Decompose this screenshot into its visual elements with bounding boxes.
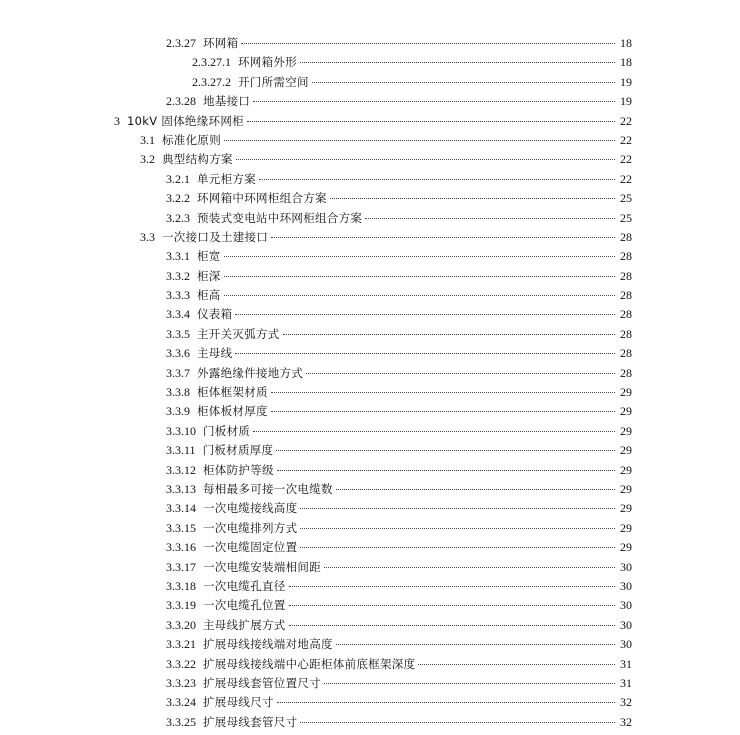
toc-entry-page-number: 30 xyxy=(620,617,632,632)
toc-entry-line xyxy=(166,247,632,266)
toc-entry-line xyxy=(166,596,632,615)
toc-entry-title: 扩展母线套管位置尺寸 xyxy=(203,675,321,690)
toc-entry[interactable] xyxy=(0,53,740,72)
toc-entry-title: 主开关灭弧方式 xyxy=(197,326,280,341)
toc-entry-page-number: 18 xyxy=(620,36,632,50)
toc-dot-leader xyxy=(300,528,615,529)
toc-entry-line xyxy=(166,577,632,596)
toc-entry-page-number: 32 xyxy=(620,695,632,710)
toc-dot-leader xyxy=(283,334,615,335)
toc-entry-page-number: 30 xyxy=(620,559,632,574)
toc-entry-number: 3.3.20 xyxy=(166,617,196,632)
toc-dot-leader xyxy=(224,256,615,257)
toc-entry-line xyxy=(166,441,632,460)
toc-entry-line xyxy=(166,693,632,712)
toc-entry[interactable] xyxy=(0,441,740,460)
toc-entry-page-number: 29 xyxy=(620,520,632,535)
toc-entry-line xyxy=(166,344,632,363)
toc-entry-number: 3 xyxy=(114,113,120,128)
toc-dot-leader xyxy=(259,179,615,180)
toc-entry-page-number: 29 xyxy=(620,501,632,516)
toc-entry-title: 一次接口及土建接口 xyxy=(162,229,269,244)
toc-entry-line xyxy=(166,538,632,557)
toc-dot-leader xyxy=(300,508,615,509)
toc-dot-leader xyxy=(271,392,615,393)
toc-entry-number: 3.3.22 xyxy=(166,656,196,671)
toc-dot-leader xyxy=(224,140,615,141)
toc-entry-line xyxy=(192,53,632,72)
toc-dot-leader xyxy=(289,586,615,587)
toc-entry[interactable] xyxy=(0,674,740,693)
toc-entry-line xyxy=(166,305,632,324)
toc-entry-page-number: 22 xyxy=(620,171,632,186)
toc-entry-number: 3.3.8 xyxy=(166,385,190,400)
toc-entry-number: 3.3.1 xyxy=(166,249,190,264)
toc-entry-number: 3.3.23 xyxy=(166,675,196,690)
toc-entry-number: 3.3.3 xyxy=(166,288,190,303)
toc-entry-line xyxy=(166,170,632,189)
toc-entry-page-number: 30 xyxy=(620,578,632,593)
toc-dot-leader xyxy=(224,276,615,277)
toc-entry[interactable] xyxy=(0,73,740,92)
toc-dot-leader xyxy=(418,664,615,665)
toc-entry[interactable] xyxy=(0,364,740,383)
toc-entry[interactable] xyxy=(0,461,740,480)
toc-entry-number: 3.3.6 xyxy=(166,346,190,361)
toc-entry-line xyxy=(166,383,632,402)
toc-entry-page-number: 28 xyxy=(620,288,632,303)
toc-dot-leader xyxy=(271,411,615,412)
toc-entry[interactable] xyxy=(0,189,740,208)
toc-entry-line xyxy=(166,461,632,480)
toc-entry[interactable] xyxy=(0,247,740,266)
toc-dot-leader xyxy=(224,295,615,296)
toc-entry-line xyxy=(166,286,632,305)
toc-entry-title: 扩展母线接线端对地高度 xyxy=(203,637,333,652)
toc-entry[interactable] xyxy=(0,713,740,732)
toc-dot-leader xyxy=(324,567,615,568)
toc-entry-line xyxy=(166,635,632,654)
toc-entry-line xyxy=(166,480,632,499)
toc-entry-page-number: 28 xyxy=(620,307,632,322)
toc-entry[interactable] xyxy=(0,538,740,557)
toc-entry-line xyxy=(140,131,632,150)
toc-entry-number: 3.3.2 xyxy=(166,268,190,283)
toc-entry-title: 柜体框架材质 xyxy=(197,385,268,400)
toc-dot-leader xyxy=(324,683,615,684)
toc-entry-page-number: 28 xyxy=(620,326,632,341)
toc-entry-title: 一次电缆孔直径 xyxy=(203,578,286,593)
toc-dot-leader xyxy=(236,159,615,160)
toc-entry-page-number: 29 xyxy=(620,385,632,400)
toc-entry[interactable] xyxy=(0,383,740,402)
toc-entry-page-number: 22 xyxy=(620,113,632,128)
toc-entry-line xyxy=(166,92,632,111)
toc-entry-page-number: 25 xyxy=(620,191,632,206)
toc-dot-leader xyxy=(300,62,615,63)
toc-entry-line xyxy=(166,267,632,286)
toc-entry-line xyxy=(166,713,632,732)
toc-entry[interactable] xyxy=(0,170,740,189)
toc-entry-page-number: 29 xyxy=(620,404,632,419)
toc-entry-page-number: 29 xyxy=(620,540,632,555)
toc-entry-title: 扩展母线套管尺寸 xyxy=(203,714,298,729)
toc-dot-leader xyxy=(271,237,615,238)
toc-entry-page-number: 29 xyxy=(620,443,632,458)
toc-dot-leader xyxy=(330,198,615,199)
toc-entry-number: 3.3.11 xyxy=(166,443,196,458)
toc-entry-title: 门板材质 xyxy=(203,423,251,438)
toc-entry-number: 2.3.27.1 xyxy=(192,55,231,70)
toc-entry[interactable] xyxy=(0,131,740,150)
toc-entry-number: 3.3.21 xyxy=(166,637,196,652)
toc-entry-page-number: 28 xyxy=(620,346,632,361)
toc-entry[interactable] xyxy=(0,209,740,228)
toc-entry-number: 3.3.15 xyxy=(166,520,196,535)
toc-dot-leader xyxy=(253,101,615,102)
toc-dot-leader xyxy=(235,314,615,315)
toc-entry-title: 标准化原则 xyxy=(162,132,221,147)
toc-entry[interactable] xyxy=(0,344,740,363)
toc-entry-page-number: 31 xyxy=(620,675,632,690)
toc-entry-title: 一次电缆排列方式 xyxy=(203,520,298,535)
toc-entry-number: 2.3.27.2 xyxy=(192,74,231,89)
toc-entry-number: 3.3.25 xyxy=(166,714,196,729)
toc-entry[interactable] xyxy=(0,519,740,538)
toc-entry-line xyxy=(114,112,632,131)
toc-entry-line xyxy=(166,655,632,674)
toc-entry-number: 3.3.5 xyxy=(166,326,190,341)
toc-entry-number: 3.3.12 xyxy=(166,462,196,477)
toc-dot-leader xyxy=(365,218,615,219)
toc-entry-line xyxy=(192,73,632,92)
toc-entry-line xyxy=(166,325,632,344)
toc-entry[interactable] xyxy=(0,655,740,674)
toc-entry-line xyxy=(166,558,632,577)
toc-entry-title: 环网箱外形 xyxy=(238,55,297,70)
toc-entry-number: 3.3.19 xyxy=(166,598,196,613)
toc-entry-page-number: 32 xyxy=(620,714,632,729)
toc-dot-leader xyxy=(306,373,615,374)
toc-entry-title: 预装式变电站中环网柜组合方案 xyxy=(197,210,363,225)
toc-entry[interactable] xyxy=(0,596,740,615)
toc-entry-number: 3.2.3 xyxy=(166,210,190,225)
toc-entry-number: 3.3.24 xyxy=(166,695,196,710)
toc-entry-line xyxy=(166,674,632,693)
toc-entry[interactable] xyxy=(0,325,740,344)
toc-entry-title: 柜高 xyxy=(197,288,221,303)
toc-dot-leader xyxy=(289,605,615,606)
toc-entry-number: 3.3.17 xyxy=(166,559,196,574)
toc-entry-title: 柜深 xyxy=(197,268,221,283)
toc-entry-title: 一次电缆安装端相间距 xyxy=(203,559,321,574)
toc-entry[interactable] xyxy=(0,92,740,111)
toc-entry-page-number: 22 xyxy=(620,152,632,167)
toc-entry-title: 每相最多可接一次电缆数 xyxy=(203,481,333,496)
toc-entry-number: 3.3.10 xyxy=(166,423,196,438)
toc-entry-title: 一次电缆固定位置 xyxy=(203,540,298,555)
toc-entry[interactable] xyxy=(0,305,740,324)
toc-entry-title: 环网箱 xyxy=(203,36,239,50)
toc-entry-title: 单元柜方案 xyxy=(197,171,256,186)
toc-entry[interactable] xyxy=(0,402,740,421)
toc-entry[interactable] xyxy=(0,577,740,596)
toc-entry-page-number: 28 xyxy=(620,268,632,283)
toc-entry-number: 3.2.2 xyxy=(166,191,190,206)
toc-entry[interactable] xyxy=(0,635,740,654)
toc-dot-leader xyxy=(247,121,615,122)
toc-entry-title: 一次电缆接线高度 xyxy=(203,501,298,516)
toc-dot-leader xyxy=(277,702,615,703)
toc-entry[interactable] xyxy=(0,112,740,131)
toc-entry-number: 3.2 xyxy=(140,152,155,167)
toc-entry-page-number: 19 xyxy=(620,74,632,89)
toc-entry-line xyxy=(166,499,632,518)
toc-dot-leader xyxy=(300,547,615,548)
toc-entry-number: 3.3.18 xyxy=(166,578,196,593)
toc-entry-page-number: 31 xyxy=(620,656,632,671)
toc-entry-number: 3.3 xyxy=(140,229,155,244)
toc-entry-line xyxy=(166,616,632,635)
toc-entry[interactable] xyxy=(0,558,740,577)
toc-entry-number: 3.3.7 xyxy=(166,365,190,380)
toc-entry-title: 10kV 固体绝缘环网柜 xyxy=(127,113,244,128)
toc-entry-number: 2.3.27 xyxy=(166,36,196,50)
toc-entry-title: 地基接口 xyxy=(203,94,251,109)
toc-entry-title: 柜体板材厚度 xyxy=(197,404,268,419)
toc-entry-line xyxy=(166,189,632,208)
toc-entry[interactable] xyxy=(0,499,740,518)
toc-dot-leader xyxy=(277,470,615,471)
toc-entry-line xyxy=(166,422,632,441)
toc-entry-page-number: 18 xyxy=(620,55,632,70)
toc-entry[interactable] xyxy=(0,616,740,635)
toc-entry-page-number: 22 xyxy=(620,132,632,147)
toc-entry-page-number: 29 xyxy=(620,481,632,496)
toc-entry[interactable] xyxy=(0,286,740,305)
toc-entry[interactable] xyxy=(0,422,740,441)
toc-dot-leader xyxy=(276,450,615,451)
toc-entry[interactable] xyxy=(0,150,740,169)
toc-entry-number: 2.3.28 xyxy=(166,94,196,109)
toc-entry[interactable] xyxy=(0,228,740,247)
toc-entry-number: 3.1 xyxy=(140,132,155,147)
toc-entry-title: 典型结构方案 xyxy=(162,152,233,167)
toc-entry-title: 门板材质厚度 xyxy=(202,443,274,458)
toc-entry-line xyxy=(166,402,632,421)
toc-entry-number: 3.3.9 xyxy=(166,404,190,419)
table-of-contents xyxy=(0,34,740,732)
toc-entry[interactable] xyxy=(0,480,740,499)
toc-entry-title: 柜宽 xyxy=(197,249,221,264)
toc-entry-line xyxy=(140,228,632,247)
toc-dot-leader xyxy=(336,644,615,645)
toc-entry-number: 3.3.16 xyxy=(166,540,196,555)
toc-entry-title: 仪表箱 xyxy=(197,307,233,322)
toc-dot-leader xyxy=(336,489,615,490)
toc-entry-title: 扩展母线接线端中心距柜体前底框架深度 xyxy=(203,656,416,671)
toc-entry-page-number: 29 xyxy=(620,462,632,477)
toc-entry-title: 开门所需空间 xyxy=(238,74,309,89)
toc-entry-title: 一次电缆孔位置 xyxy=(203,598,286,613)
toc-entry-title: 主母线 xyxy=(197,346,233,361)
toc-entry-page-number: 19 xyxy=(620,94,632,109)
toc-entry-line xyxy=(166,364,632,383)
toc-dot-leader xyxy=(312,82,615,83)
toc-entry-page-number: 28 xyxy=(620,365,632,380)
toc-entry[interactable] xyxy=(0,34,740,53)
toc-entry-line xyxy=(166,209,632,228)
toc-entry-title: 柜体防护等级 xyxy=(203,462,274,477)
toc-entry-line xyxy=(140,150,632,169)
toc-entry-number: 3.3.14 xyxy=(166,501,196,516)
toc-entry-number: 3.3.13 xyxy=(166,481,196,496)
toc-dot-leader xyxy=(235,353,615,354)
toc-entry-number: 3.3.4 xyxy=(166,307,190,322)
toc-entry-page-number: 30 xyxy=(620,598,632,613)
toc-entry-page-number: 28 xyxy=(620,249,632,264)
toc-entry-line xyxy=(166,519,632,538)
toc-entry-page-number: 30 xyxy=(620,637,632,652)
toc-dot-leader xyxy=(289,625,615,626)
toc-entry-page-number: 28 xyxy=(620,229,632,244)
toc-entry-title: 外露绝缘件接地方式 xyxy=(197,365,304,380)
toc-entry-page-number: 25 xyxy=(620,210,632,225)
toc-dot-leader xyxy=(300,722,615,723)
toc-entry-number: 3.2.1 xyxy=(166,171,190,186)
toc-entry[interactable] xyxy=(0,267,740,286)
toc-entry-title: 主母线扩展方式 xyxy=(203,617,286,632)
toc-dot-leader xyxy=(253,431,615,432)
toc-entry-line xyxy=(166,34,632,53)
toc-entry[interactable] xyxy=(0,693,740,712)
toc-entry-page-number: 29 xyxy=(620,423,632,438)
toc-entry-title: 扩展母线尺寸 xyxy=(203,695,274,710)
toc-entry-title: 环网箱中环网柜组合方案 xyxy=(197,191,327,206)
toc-dot-leader xyxy=(241,43,615,44)
